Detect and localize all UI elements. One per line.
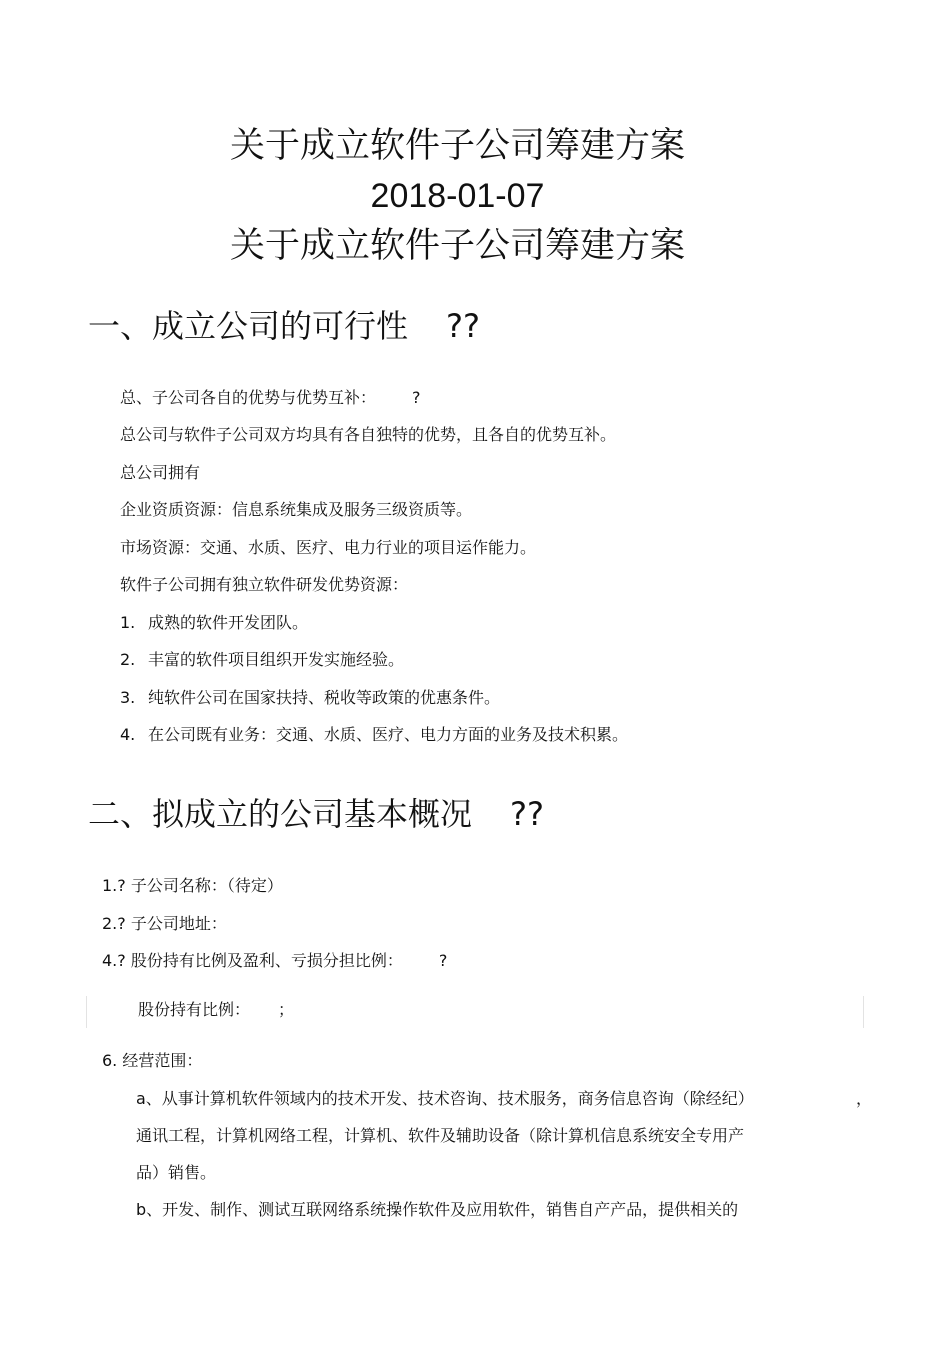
share-ratio-label: 股份持有比例： (138, 1000, 251, 1019)
document-title-repeat: 关于成立软件子公司筹建方案 (229, 226, 685, 266)
paragraph-text: 总、子公司各自的优势与优势互补： (120, 388, 377, 407)
paragraph-market: 市场资源：交通、水质、医疗、电力行业的项目运作能力。 (120, 538, 537, 557)
list-item (120, 724, 628, 746)
document-title: 关于成立软件子公司筹建方案 (229, 126, 685, 166)
section-heading-overview (88, 794, 544, 834)
share-ratio-suffix: ； (278, 1000, 295, 1019)
list-item-number: 2. (120, 650, 136, 669)
scope-b-line-1: b、开发、制作、测试互联网络系统操作软件及应用软件，销售自产产品，提供相关的 (136, 1200, 739, 1219)
paragraph-complementary: 总公司与软件子公司双方均具有各自独特的优势，且各自的优势互补。 (120, 425, 617, 444)
table-border-left (86, 996, 87, 1028)
section-heading-text: 二、拟成立的公司基本概况 (88, 795, 473, 833)
item-business-scope: 6. 经营范围： (102, 1051, 203, 1070)
paragraph-subsidiary-has: 软件子公司拥有独立软件研发优势资源： (120, 575, 409, 594)
table-border-right (863, 996, 864, 1028)
list-item (120, 612, 308, 634)
document-date: 2018-01-07 (370, 177, 545, 215)
section-heading-text: 一、成立公司的可行性 (88, 307, 409, 345)
section-heading-feasibility (88, 306, 480, 346)
scope-a-line-2: 通讯工程，计算机网络工程，计算机、软件及辅助设备（除计算机信息系统安全专用产 (136, 1126, 745, 1145)
list-item-text: 成熟的软件开发团队。 (148, 613, 309, 632)
list-item-text: 在公司既有业务：交通、水质、医疗、电力方面的业务及技术积累。 (148, 725, 629, 744)
scope-a-comma: ， (856, 1089, 873, 1108)
item-company-name: 1.? 子公司名称：（待定） (102, 876, 283, 895)
section-heading-suffix: ?? (510, 795, 544, 833)
paragraph-advantages (120, 387, 421, 409)
item-suffix: ? (438, 951, 448, 970)
item-company-address: 2.? 子公司地址： (102, 914, 227, 933)
scope-a-line-3: 品）销售。 (136, 1163, 217, 1182)
list-item-number: 4. (120, 725, 136, 744)
paragraph-parent-has: 总公司拥有 (120, 463, 201, 482)
scope-a-line-1: a、从事计算机软件领域内的技术开发、技术咨询、技术服务，商务信息咨询（除经纪） (136, 1089, 754, 1108)
item-text: 4.? 股份持有比例及盈利、亏损分担比例： (102, 951, 403, 970)
list-item-number: 3. (120, 688, 136, 707)
paragraph-suffix: ? (412, 388, 421, 407)
item-share-ratio (102, 950, 447, 972)
list-item (120, 649, 404, 671)
list-item-text: 丰富的软件项目组织开发实施经验。 (148, 650, 405, 669)
list-item-number: 1. (120, 613, 136, 632)
section-heading-suffix: ?? (446, 307, 480, 345)
share-ratio-cell (138, 999, 294, 1021)
list-item (120, 687, 500, 709)
list-item-text: 纯软件公司在国家扶持、税收等政策的优惠条件。 (148, 688, 501, 707)
paragraph-qualification: 企业资质资源：信息系统集成及服务三级资质等。 (120, 500, 473, 519)
